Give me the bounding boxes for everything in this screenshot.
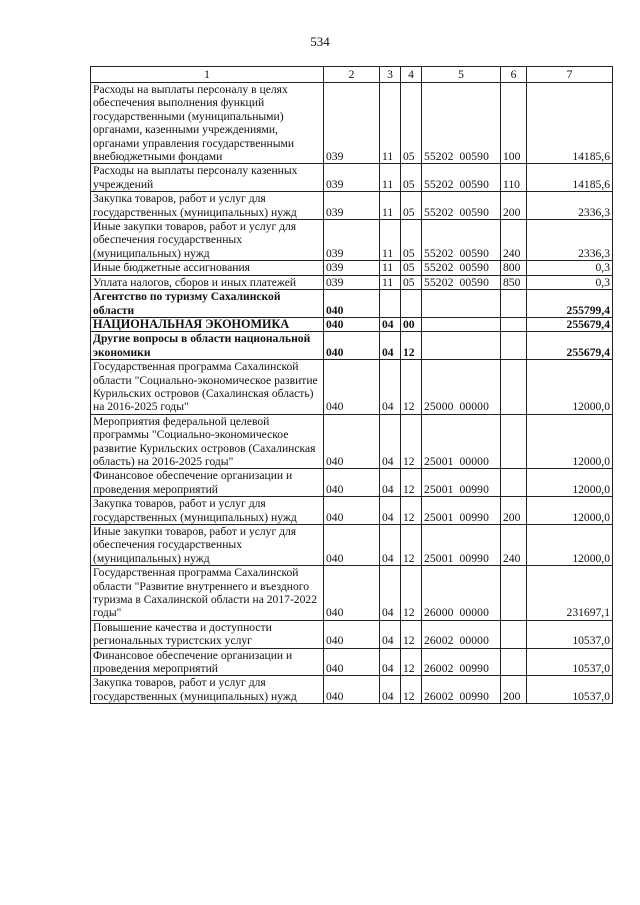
row-sum-cell: 2336,3 <box>527 220 613 261</box>
row-vr-cell <box>501 414 527 469</box>
row-pr-cell: 12 <box>401 469 422 497</box>
row-csr-cell: 26002 00990 <box>422 648 501 676</box>
row-csr-cell <box>422 332 501 360</box>
row-sum-cell: 2336,3 <box>527 192 613 220</box>
table-row <box>91 566 613 621</box>
row-pr-cell: 05 <box>401 261 422 275</box>
row-pr-cell: 12 <box>401 676 422 704</box>
row-pr-cell: 05 <box>401 275 422 289</box>
row-pr-cell: 12 <box>401 648 422 676</box>
row-ved-cell: 039 <box>324 192 380 220</box>
table-row <box>91 648 613 676</box>
row-ved-cell: 039 <box>324 83 380 164</box>
row-csr-cell: 26002 00000 <box>422 620 501 648</box>
header-col-1: 1 <box>91 67 324 83</box>
row-sum-cell: 14185,6 <box>527 83 613 164</box>
row-ved-cell: 040 <box>324 332 380 360</box>
row-name-cell: Государственная программа Сахалинской области "Социально-экономическое развитие Курильских островов (Сахалинская область) на 2016-2025 годы" <box>91 360 324 415</box>
row-name-cell: Мероприятия федеральной целевой программы "Социально-экономическое развитие Курильских островов (Сахалинская область) на 2016-2025 годы" <box>91 414 324 469</box>
row-sum-cell: 10537,0 <box>527 648 613 676</box>
row-csr-cell: 25001 00990 <box>422 525 501 566</box>
row-csr-cell: 55202 00590 <box>422 83 501 164</box>
header-col-2: 2 <box>324 67 380 83</box>
row-sum-cell: 255679,4 <box>527 332 613 360</box>
row-sum-cell: 10537,0 <box>527 676 613 704</box>
row-csr-cell <box>422 317 501 331</box>
row-ved-cell: 040 <box>324 360 380 415</box>
row-ved-cell: 040 <box>324 469 380 497</box>
row-csr-cell: 55202 00590 <box>422 220 501 261</box>
row-pr-cell: 12 <box>401 360 422 415</box>
row-name-cell: Агентство по туризму Сахалинской области <box>91 290 324 318</box>
row-name-cell: НАЦИОНАЛЬНАЯ ЭКОНОМИКА <box>91 317 324 331</box>
row-vr-cell <box>501 290 527 318</box>
row-sum-cell: 12000,0 <box>527 414 613 469</box>
table-row <box>91 275 613 289</box>
row-ved-cell: 040 <box>324 676 380 704</box>
row-sum-cell: 231697,1 <box>527 566 613 621</box>
table-row <box>91 360 613 415</box>
row-vr-cell: 800 <box>501 261 527 275</box>
row-sum-cell: 255799,4 <box>527 290 613 318</box>
row-ved-cell: 040 <box>324 620 380 648</box>
row-ved-cell: 040 <box>324 317 380 331</box>
table-body <box>91 83 613 704</box>
row-ved-cell: 040 <box>324 525 380 566</box>
row-pr-cell: 12 <box>401 414 422 469</box>
row-name-cell: Иные закупки товаров, работ и услуг для обеспечения государственных (муниципальных) нужд <box>91 220 324 261</box>
row-csr-cell: 55202 00590 <box>422 261 501 275</box>
row-ved-cell: 040 <box>324 566 380 621</box>
row-csr-cell: 26000 00000 <box>422 566 501 621</box>
row-ved-cell: 039 <box>324 261 380 275</box>
row-name-cell: Финансовое обеспечение организации и проведения мероприятий <box>91 469 324 497</box>
row-name-cell: Иные бюджетные ассигнования <box>91 261 324 275</box>
row-rz-cell: 11 <box>380 220 401 261</box>
row-pr-cell: 12 <box>401 620 422 648</box>
row-pr-cell: 12 <box>401 525 422 566</box>
row-rz-cell <box>380 290 401 318</box>
row-vr-cell <box>501 566 527 621</box>
row-csr-cell: 55202 00590 <box>422 192 501 220</box>
row-name-cell: Закупка товаров, работ и услуг для государственных (муниципальных) нужд <box>91 192 324 220</box>
row-name-cell: Финансовое обеспечение организации и проведения мероприятий <box>91 648 324 676</box>
table-row <box>91 317 613 331</box>
table-row <box>91 525 613 566</box>
row-csr-cell <box>422 290 501 318</box>
table-row <box>91 332 613 360</box>
table-row <box>91 620 613 648</box>
row-sum-cell: 10537,0 <box>527 620 613 648</box>
table-row <box>91 469 613 497</box>
row-name-cell: Повышение качества и доступности региональных туристских услуг <box>91 620 324 648</box>
row-rz-cell: 04 <box>380 469 401 497</box>
row-rz-cell: 04 <box>380 566 401 621</box>
row-rz-cell: 04 <box>380 414 401 469</box>
row-csr-cell: 25001 00990 <box>422 469 501 497</box>
page-number: 534 <box>310 34 330 49</box>
row-rz-cell: 04 <box>380 525 401 566</box>
table-row <box>91 192 613 220</box>
table-row <box>91 83 613 164</box>
row-csr-cell: 25000 00000 <box>422 360 501 415</box>
row-pr-cell: 05 <box>401 83 422 164</box>
table-row <box>91 290 613 318</box>
row-ved-cell: 039 <box>324 275 380 289</box>
row-rz-cell: 04 <box>380 317 401 331</box>
row-ved-cell: 040 <box>324 414 380 469</box>
row-rz-cell: 04 <box>380 676 401 704</box>
row-ved-cell: 039 <box>324 220 380 261</box>
row-csr-cell: 25001 00990 <box>422 497 501 525</box>
row-sum-cell: 0,3 <box>527 275 613 289</box>
row-pr-cell: 00 <box>401 317 422 331</box>
row-sum-cell: 12000,0 <box>527 525 613 566</box>
row-rz-cell: 11 <box>380 192 401 220</box>
header-col-7: 7 <box>527 67 613 83</box>
row-name-cell: Закупка товаров, работ и услуг для государственных (муниципальных) нужд <box>91 497 324 525</box>
row-name-cell: Уплата налогов, сборов и иных платежей <box>91 275 324 289</box>
header-col-6: 6 <box>501 67 527 83</box>
row-vr-cell: 200 <box>501 676 527 704</box>
row-rz-cell: 11 <box>380 261 401 275</box>
row-sum-cell: 12000,0 <box>527 360 613 415</box>
table-row <box>91 164 613 192</box>
row-pr-cell: 05 <box>401 164 422 192</box>
row-sum-cell: 14185,6 <box>527 164 613 192</box>
row-rz-cell: 11 <box>380 164 401 192</box>
row-rz-cell: 04 <box>380 332 401 360</box>
header-col-5: 5 <box>422 67 501 83</box>
row-csr-cell: 55202 00590 <box>422 275 501 289</box>
row-vr-cell <box>501 317 527 331</box>
row-name-cell: Закупка товаров, работ и услуг для государственных (муниципальных) нужд <box>91 676 324 704</box>
row-pr-cell: 05 <box>401 220 422 261</box>
row-rz-cell: 04 <box>380 497 401 525</box>
row-sum-cell: 0,3 <box>527 261 613 275</box>
row-vr-cell <box>501 360 527 415</box>
row-pr-cell <box>401 290 422 318</box>
row-csr-cell: 26002 00990 <box>422 676 501 704</box>
row-rz-cell: 11 <box>380 83 401 164</box>
row-rz-cell: 11 <box>380 275 401 289</box>
row-csr-cell: 55202 00590 <box>422 164 501 192</box>
row-vr-cell <box>501 469 527 497</box>
row-pr-cell: 12 <box>401 566 422 621</box>
row-name-cell: Иные закупки товаров, работ и услуг для обеспечения государственных (муниципальных) нужд <box>91 525 324 566</box>
row-name-cell: Государственная программа Сахалинской области "Развитие внутреннего и въездного туризма в Сахалинской области на 2017-2022 годы" <box>91 566 324 621</box>
row-vr-cell <box>501 332 527 360</box>
row-ved-cell: 040 <box>324 290 380 318</box>
header-col-4: 4 <box>401 67 422 83</box>
budget-table <box>90 66 613 704</box>
row-name-cell: Расходы на выплаты персоналу в целях обеспечения выполнения функций государственными (муниципальными) органами, казенными учреждениями, органами управления государственными внебюджетными фондами <box>91 83 324 164</box>
row-vr-cell: 240 <box>501 525 527 566</box>
row-csr-cell: 25001 00000 <box>422 414 501 469</box>
row-sum-cell: 12000,0 <box>527 469 613 497</box>
table-row <box>91 220 613 261</box>
row-rz-cell: 04 <box>380 620 401 648</box>
row-ved-cell: 040 <box>324 497 380 525</box>
row-vr-cell <box>501 620 527 648</box>
row-ved-cell: 040 <box>324 648 380 676</box>
header-col-3: 3 <box>380 67 401 83</box>
row-vr-cell <box>501 648 527 676</box>
row-vr-cell: 100 <box>501 83 527 164</box>
row-sum-cell: 255679,4 <box>527 317 613 331</box>
row-rz-cell: 04 <box>380 648 401 676</box>
row-pr-cell: 05 <box>401 192 422 220</box>
row-rz-cell: 04 <box>380 360 401 415</box>
table-row <box>91 414 613 469</box>
row-pr-cell: 12 <box>401 332 422 360</box>
table-row <box>91 261 613 275</box>
row-name-cell: Другие вопросы в области национальной экономики <box>91 332 324 360</box>
row-pr-cell: 12 <box>401 497 422 525</box>
row-name-cell: Расходы на выплаты персоналу казенных учреждений <box>91 164 324 192</box>
table-row <box>91 676 613 704</box>
row-vr-cell: 850 <box>501 275 527 289</box>
row-vr-cell: 200 <box>501 497 527 525</box>
row-vr-cell: 110 <box>501 164 527 192</box>
row-vr-cell: 240 <box>501 220 527 261</box>
header-row <box>91 67 613 83</box>
row-ved-cell: 039 <box>324 164 380 192</box>
row-sum-cell: 12000,0 <box>527 497 613 525</box>
table-row <box>91 497 613 525</box>
row-vr-cell: 200 <box>501 192 527 220</box>
